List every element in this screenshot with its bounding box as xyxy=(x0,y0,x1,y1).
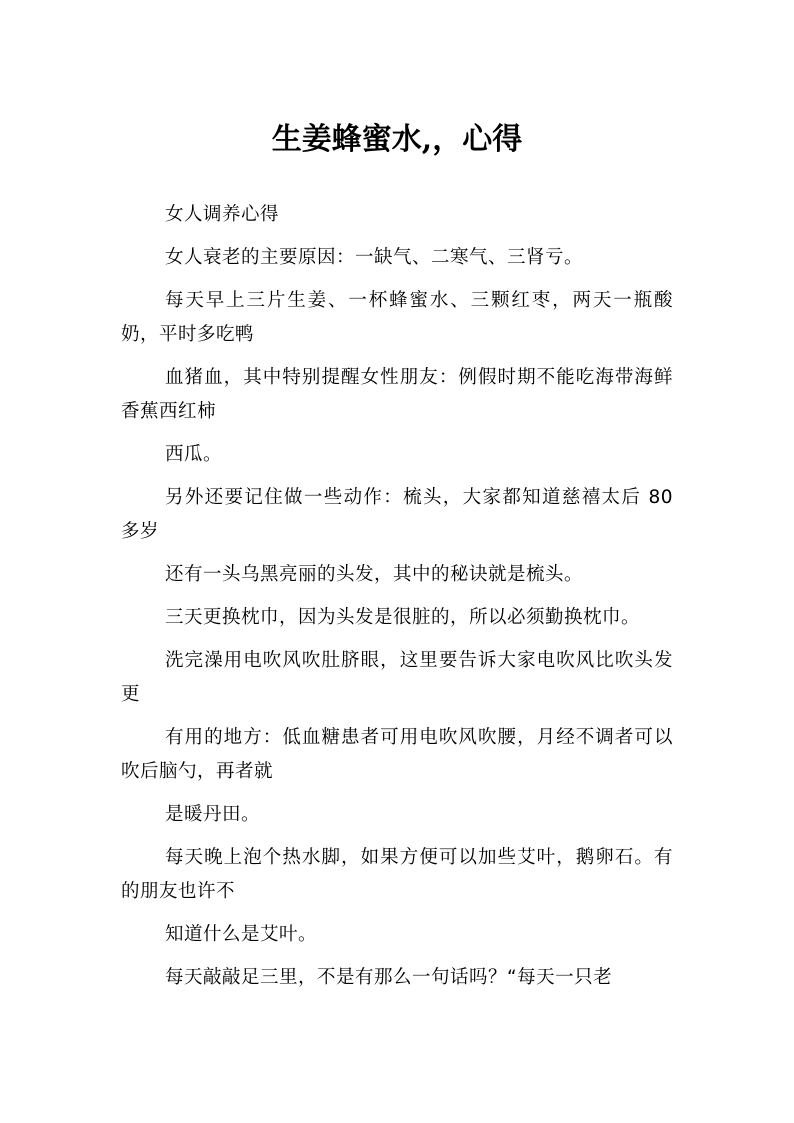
paragraph: 另外还要记住做一些动作：梳头，大家都知道慈禧太后 80 多岁 xyxy=(121,487,673,542)
paragraph: 知道什么是艾叶。 xyxy=(165,924,318,945)
paragraph: 洗完澡用电吹风吹肚脐眼，这里要告诉大家电吹风比吹头发更 xyxy=(121,650,673,705)
paragraph: 有用的地方：低血糖患者可用电吹风吹腰，月经不调者可以吹后脑勺，再者就 xyxy=(121,727,673,782)
paragraph: 西瓜。 xyxy=(165,444,223,465)
paragraph: 女人衰老的主要原因：一缺气、二寒气、三肾亏。 xyxy=(165,247,584,268)
paragraph: 还有一头乌黑亮丽的头发，其中的秘诀就是梳头。 xyxy=(165,564,584,585)
paragraph: 每天早上三片生姜、一杯蜂蜜水、三颗红枣，两天一瓶酸奶，平时多吃鸭 xyxy=(121,290,673,345)
paragraph: 是暖丹田。 xyxy=(165,804,261,825)
paragraph: 女人调养心得 xyxy=(165,204,280,225)
document-title: 生姜蜂蜜水,，心得 xyxy=(271,122,523,158)
paragraph: 血猪血，其中特别提醒女性朋友：例假时期不能吃海带海鲜香蕉西红柿 xyxy=(121,367,673,422)
paragraph: 每天敲敲足三里，不是有那么一句话吗？“每天一只老 xyxy=(165,967,613,988)
paragraph: 三天更换枕巾，因为头发是很脏的，所以必须勤换枕巾。 xyxy=(165,607,641,628)
paragraph: 每天晚上泡个热水脚，如果方便可以加些艾叶，鹅卵石。有的朋友也许不 xyxy=(121,847,673,902)
document-body xyxy=(121,198,673,1004)
